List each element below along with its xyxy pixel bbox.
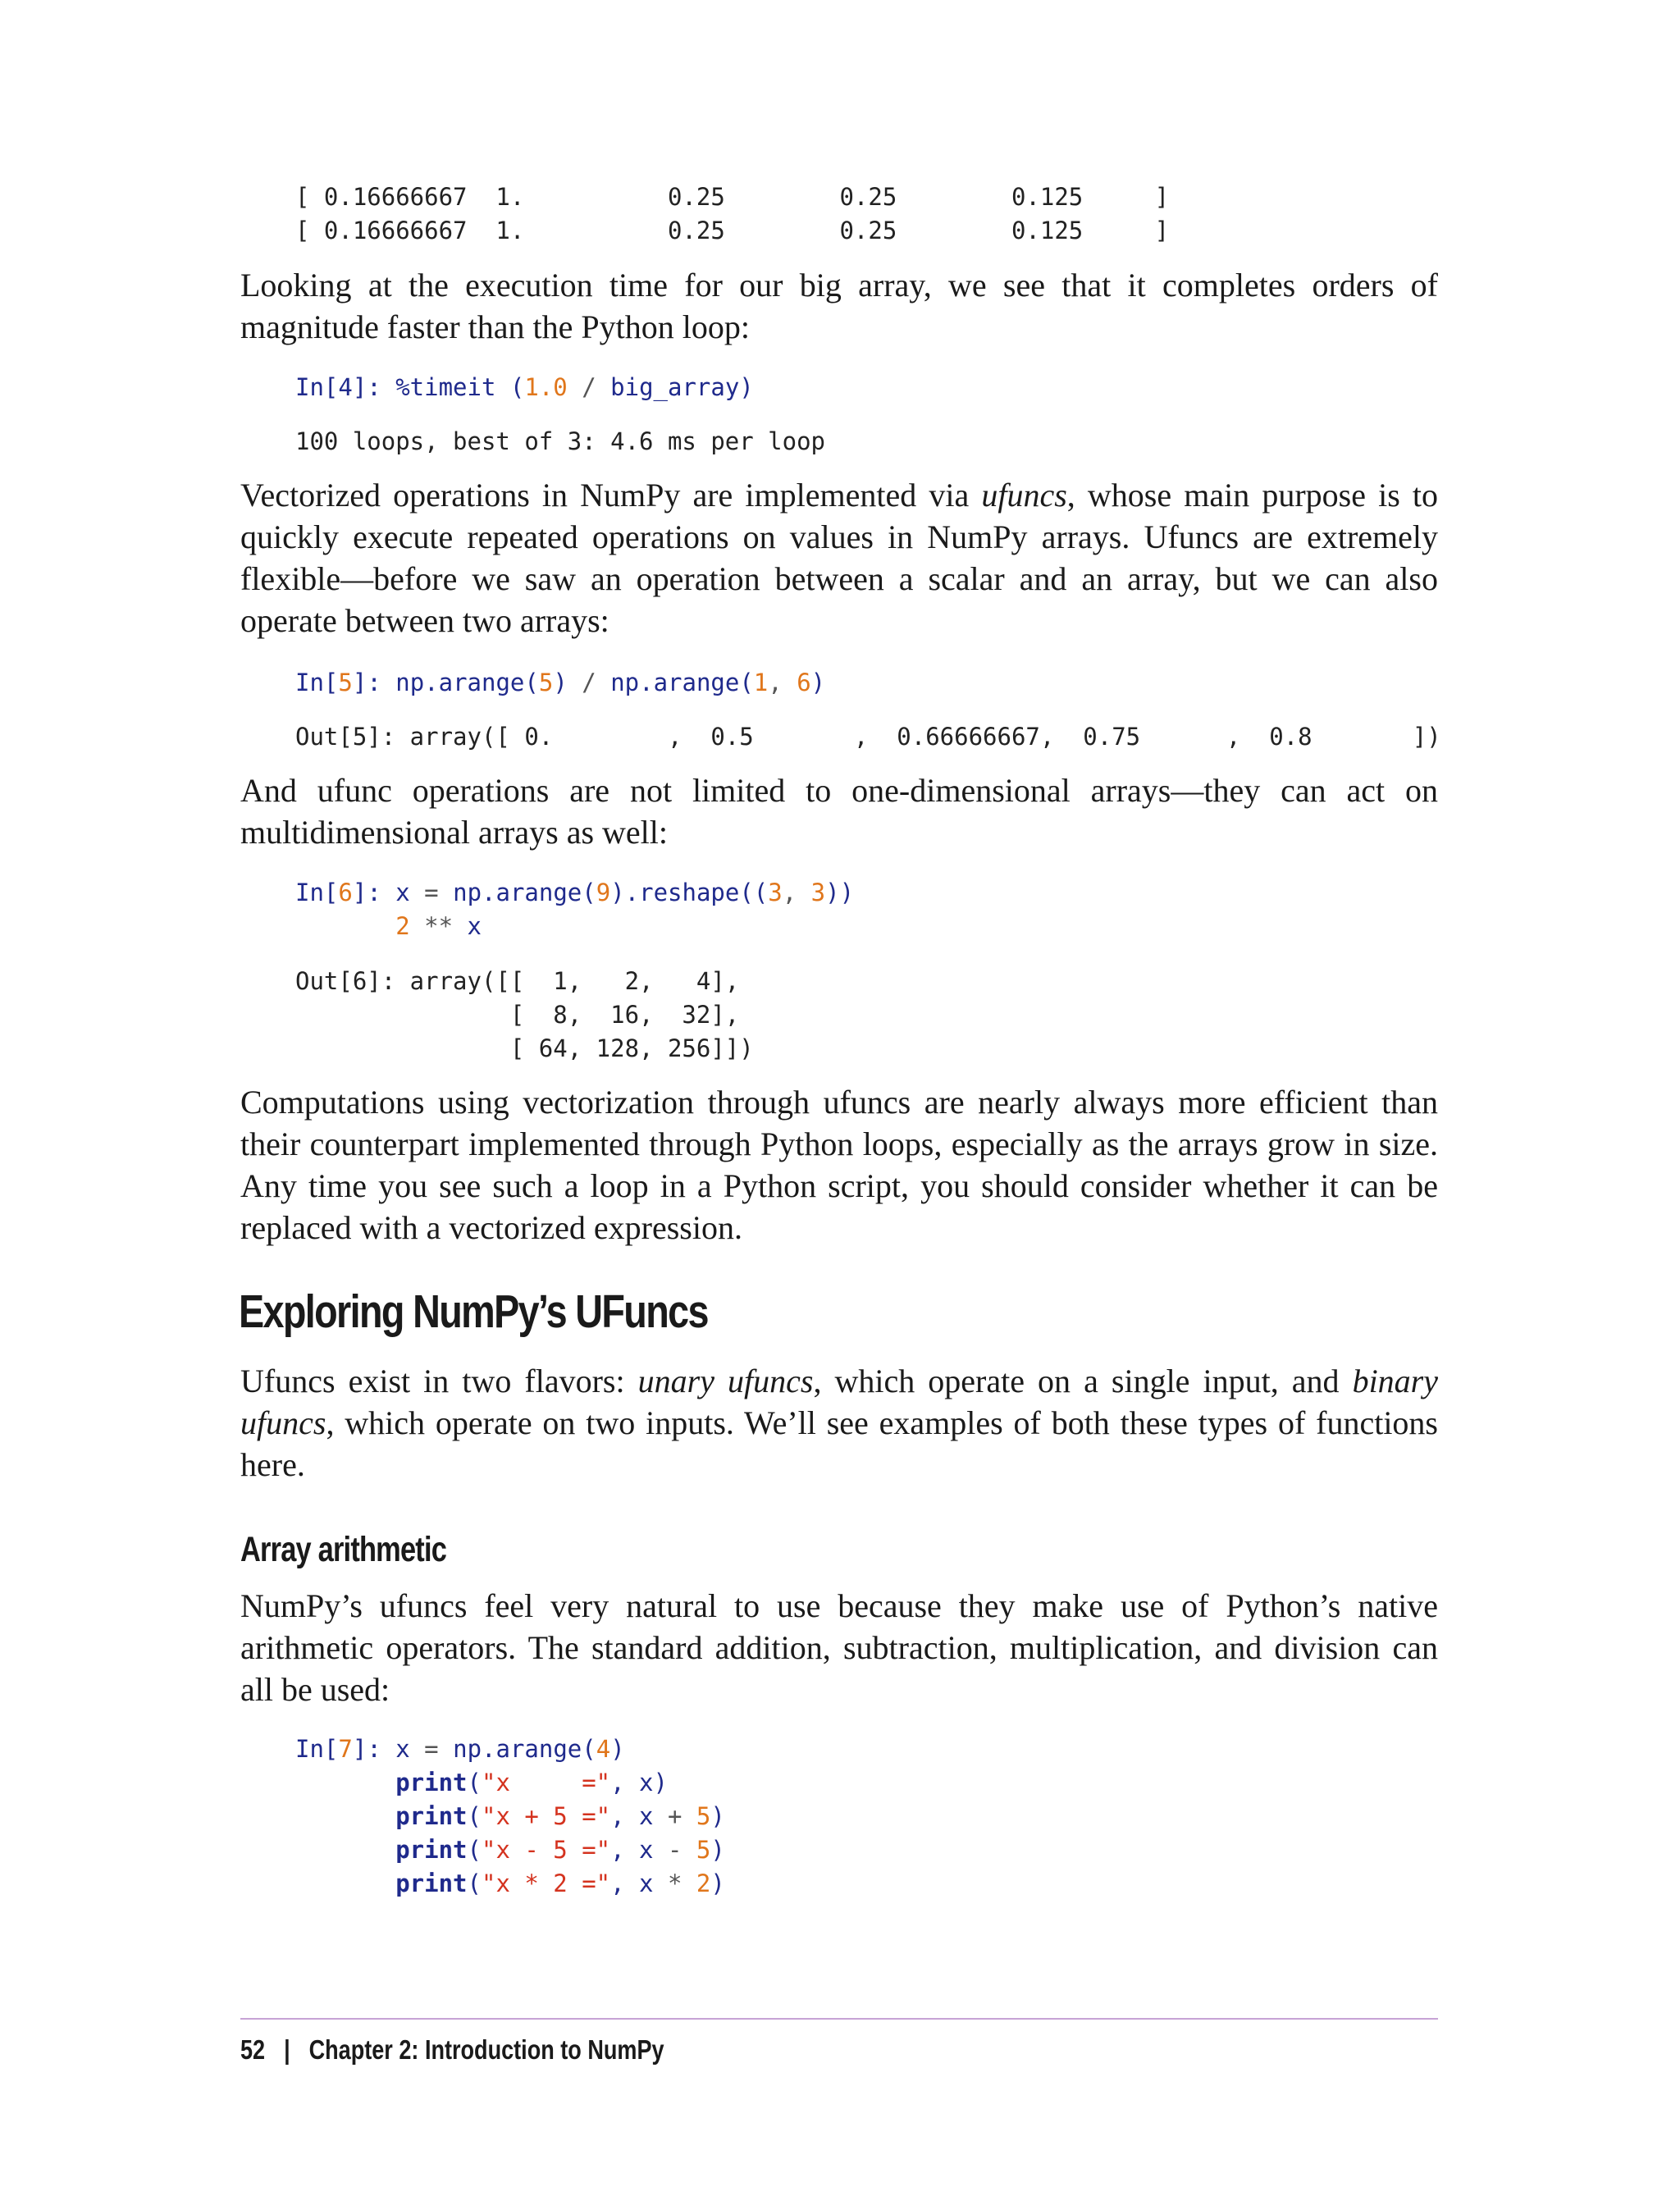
variable: x	[395, 1735, 410, 1763]
string: "x * 2 ="	[482, 1869, 611, 1897]
number: 5	[538, 669, 554, 696]
paragraph: NumPy’s ufuncs feel very natural to use because they make use of Python’s native arithmetic operators. The standard addition, subtraction, multiplication, and division can all be used:	[240, 1587, 1438, 1708]
comma: ,	[768, 669, 797, 696]
prompt: In[4]:	[295, 373, 396, 401]
method: .reshape	[624, 879, 740, 906]
operator: +	[653, 1802, 696, 1830]
number: 9	[596, 879, 611, 906]
paren: )	[739, 373, 754, 401]
text: , whose main purpose is to quickly execute repeated operations on values in NumPy arrays. Ufuncs are extremely flexible—before we saw an operation between a scalar and an array, but we can also operate between two arrays:	[240, 477, 1438, 639]
prompt-number: 6	[338, 879, 353, 906]
number: 1.0	[524, 373, 568, 401]
code-row: Out[6]: array([[ 1, 2, 4],	[295, 967, 740, 995]
paragraph: And ufunc operations are not limited to one-dimensional arrays—they can act on multidimensional arrays as well:	[240, 772, 1438, 851]
footer-separator: |	[284, 2034, 290, 2065]
number: 3	[768, 879, 783, 906]
code-row: [ 8, 16, 32],	[295, 1001, 740, 1029]
code-input-6	[295, 876, 854, 943]
code-input-4	[295, 371, 754, 404]
paragraph: Looking at the execution time for our big array, we see that it completes orders of magnitude faster than the Python loop:	[240, 267, 1438, 345]
operator: *	[653, 1869, 696, 1897]
print-keyword: print	[395, 1769, 468, 1796]
operator: /	[567, 373, 611, 401]
code-input-7: In[7]: x = np.arange(4) print("x =", x) print("x + 5 =", x + 5) print("x - 5 =", x - 5) print("x * 2 =", x * 2)	[295, 1735, 725, 1897]
paren: )	[610, 879, 625, 906]
page-number: 52	[240, 2034, 266, 2065]
prompt: In[	[295, 1735, 339, 1763]
chapter-title: Chapter 2: Introduction to NumPy	[308, 2034, 664, 2065]
function: np.arange	[395, 669, 525, 696]
footer-rule	[240, 2018, 1438, 2020]
prompt-number: 7	[338, 1735, 353, 1763]
argument: , x	[610, 1802, 654, 1830]
code-output-5: Out[5]: array([ 0. , 0.5 , 0.66666667, 0.75 , 0.8 ])	[295, 723, 1441, 751]
code-row: [ 64, 128, 256]])	[295, 1034, 754, 1062]
text: Ufuncs exist in two flavors:	[240, 1363, 638, 1399]
operator: -	[653, 1836, 696, 1864]
variable: x	[395, 879, 410, 906]
prompt: In[	[295, 879, 339, 906]
prompt: ]:	[352, 879, 396, 906]
code-row: [ 0.16666667 1. 0.25 0.25 0.125 ]	[295, 217, 1170, 244]
variable: x	[467, 912, 482, 940]
number: 3	[810, 879, 826, 906]
paren: )	[810, 669, 826, 696]
paren: (	[509, 373, 525, 401]
prompt: ]:	[352, 669, 396, 696]
paren: (	[582, 879, 596, 906]
indent	[295, 1769, 395, 1796]
paragraph	[240, 474, 1438, 641]
indent	[295, 1869, 395, 1897]
print-keyword: print	[395, 1836, 468, 1864]
prompt: ]:	[352, 1735, 396, 1763]
string: "x - 5 ="	[482, 1836, 611, 1864]
subsection-title: Array arithmetic	[240, 1530, 447, 1569]
code-output-6	[295, 965, 754, 1066]
operator: /	[567, 669, 611, 696]
number: 5	[696, 1802, 711, 1830]
text: Vectorized operations in NumPy are implemented via	[240, 477, 982, 514]
number: 1	[753, 669, 769, 696]
number: 2	[696, 1869, 711, 1897]
paragraph	[240, 1360, 1438, 1486]
operator: =	[409, 1735, 454, 1763]
paren: (	[739, 669, 754, 696]
argument: , x	[610, 1836, 654, 1864]
emphasis: binary ufuncs	[240, 1363, 1438, 1441]
number: 6	[797, 669, 811, 696]
indent	[295, 912, 395, 940]
code-input-5	[295, 666, 825, 700]
function: np.arange	[453, 879, 582, 906]
text: , which operate on a single input, and	[813, 1363, 1353, 1399]
paren: )	[610, 1735, 625, 1763]
indent	[295, 1802, 395, 1830]
paren: (	[582, 1735, 596, 1763]
emphasis: unary ufuncs	[637, 1363, 814, 1399]
code-output-4: 100 loops, best of 3: 4.6 ms per loop	[295, 427, 826, 455]
paren: ))	[825, 879, 855, 906]
paren: ((	[739, 879, 769, 906]
magic-command: %timeit	[395, 373, 510, 401]
string: "x ="	[482, 1769, 611, 1796]
operator: **	[409, 912, 468, 940]
number: 2	[395, 912, 410, 940]
argument: , x	[610, 1769, 654, 1796]
function: np.arange	[453, 1735, 582, 1763]
print-keyword: print	[395, 1802, 468, 1830]
number: 4	[596, 1735, 611, 1763]
variable: big_array	[610, 373, 740, 401]
prompt-number: 5	[338, 669, 353, 696]
indent	[295, 1836, 395, 1864]
operator: =	[409, 879, 454, 906]
paren: (	[524, 669, 539, 696]
function: np.arange	[610, 669, 740, 696]
print-keyword: print	[395, 1869, 468, 1897]
page-footer	[240, 2034, 664, 2066]
paren: )	[553, 669, 568, 696]
emphasis: ufuncs	[981, 477, 1067, 514]
code-array-rows	[295, 180, 1169, 248]
section-title: Exploring NumPy’s UFuncs	[239, 1285, 708, 1338]
number: 5	[696, 1836, 711, 1864]
argument: , x	[610, 1869, 654, 1897]
text: , which operate on two inputs. We’ll see examples of both these types of functions here.	[240, 1404, 1438, 1483]
prompt: In[	[295, 669, 339, 696]
string: "x + 5 ="	[482, 1802, 611, 1830]
code-row: [ 0.16666667 1. 0.25 0.25 0.125 ]	[295, 183, 1170, 211]
comma: ,	[782, 879, 811, 906]
paragraph: Computations using vectorization through ufuncs are nearly always more efficient than their counterpart implemented through Python loops, especially as the arrays grow in size. Any time you see such a loop in a Python script, you should consider whether it can be replaced with a vectorized expression.	[240, 1084, 1438, 1246]
